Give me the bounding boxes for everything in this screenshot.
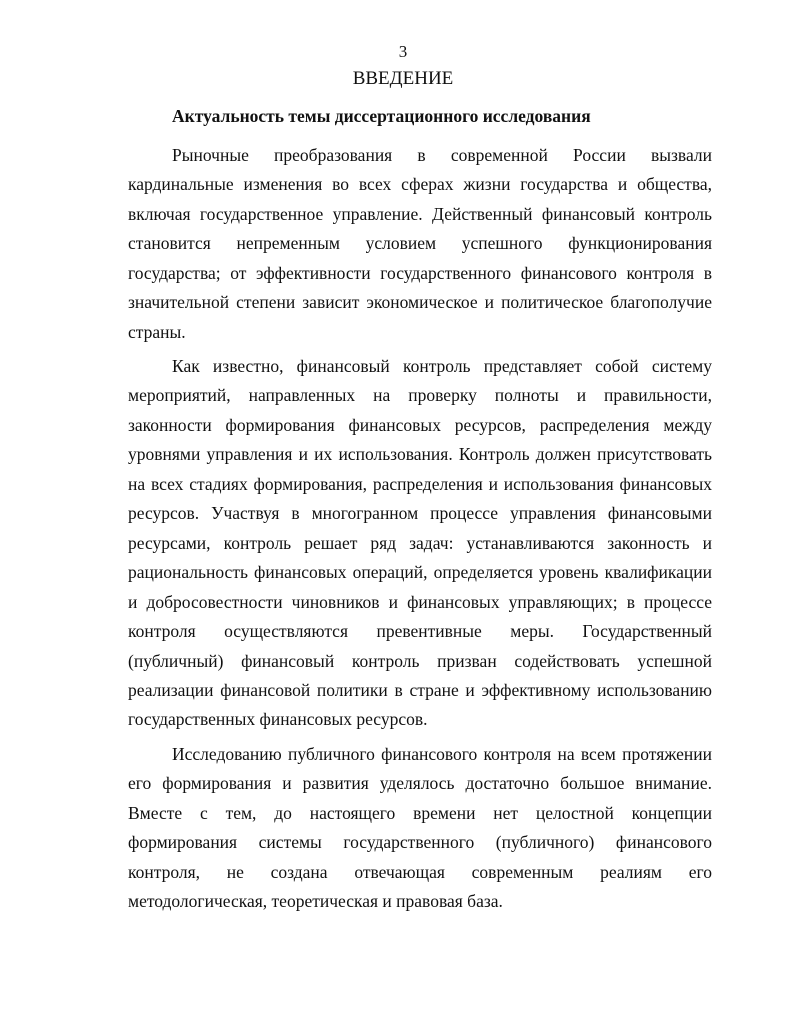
paragraph-line: уровнями управления и их использования. Контроль должен присутствовать	[128, 444, 712, 465]
paragraph-line: Вместе с тем, до настоящего времени нет целостной концепции	[128, 802, 712, 823]
section-title: ВВЕДЕНИЕ	[352, 68, 454, 89]
paragraph-line: методологическая, теоретическая и правовая база.	[128, 891, 503, 912]
paragraph-line: государственных финансовых ресурсов.	[128, 709, 428, 730]
subsection-heading: Актуальность темы диссертационного исследования	[172, 106, 591, 126]
paragraph-line: реализации финансовой политики в стране и эффективному использованию	[128, 679, 712, 700]
paragraph-line: рациональность финансовых операций, определяется уровень квалификации	[128, 562, 712, 583]
paragraph-line: Рыночные преобразования в современной России вызвали	[172, 145, 712, 165]
paragraph-line: его формирования и развития уделялось достаточно большое внимание.	[128, 773, 712, 794]
paragraph-line: и добросовестности чиновников и финансовых управляющих; в процессе	[128, 591, 712, 612]
paragraph-line: (публичный) финансовый контроль призван содействовать успешной	[128, 650, 712, 671]
paragraph-line: кардинальные изменения во всех сферах жизни государства и общества,	[128, 174, 712, 195]
paragraph-line: ресурсов. Участвуя в многогранном процессе управления финансовыми	[128, 503, 712, 524]
paragraph-line: на всех стадиях формирования, распределения и использования финансовых	[128, 473, 712, 494]
paragraph-line: государства; от эффективности государственного финансового контроля в	[128, 262, 712, 283]
paragraph-line: формирования системы государственного (публичного) финансового	[128, 832, 712, 853]
paragraph-line: становится непременным условием успешного функционирования	[128, 233, 712, 254]
paragraph-line: контроля осуществляются превентивные меры. Государственный	[128, 621, 712, 642]
paragraph-line: значительной степени зависит экономическое и политическое благополучие	[128, 292, 712, 313]
paragraph-line: страны.	[128, 321, 186, 342]
paragraph-line: контроля, не создана отвечающая современным реалиям его	[128, 861, 712, 882]
paragraph-line: Как известно, финансовый контроль представляет собой систему	[172, 356, 712, 376]
paragraph-line: ресурсами, контроль решает ряд задач: устанавливаются законность и	[128, 532, 712, 553]
paragraph-line: мероприятий, направленных на проверку полноты и правильности,	[128, 385, 712, 406]
paragraph-line: Исследованию публичного финансового контроля на всем протяжении	[172, 744, 712, 764]
paragraph-line: законности формирования финансовых ресурсов, распределения между	[128, 414, 712, 435]
paragraph-line: включая государственное управление. Действенный финансовый контроль	[128, 203, 712, 224]
page-number: 3	[398, 42, 408, 61]
